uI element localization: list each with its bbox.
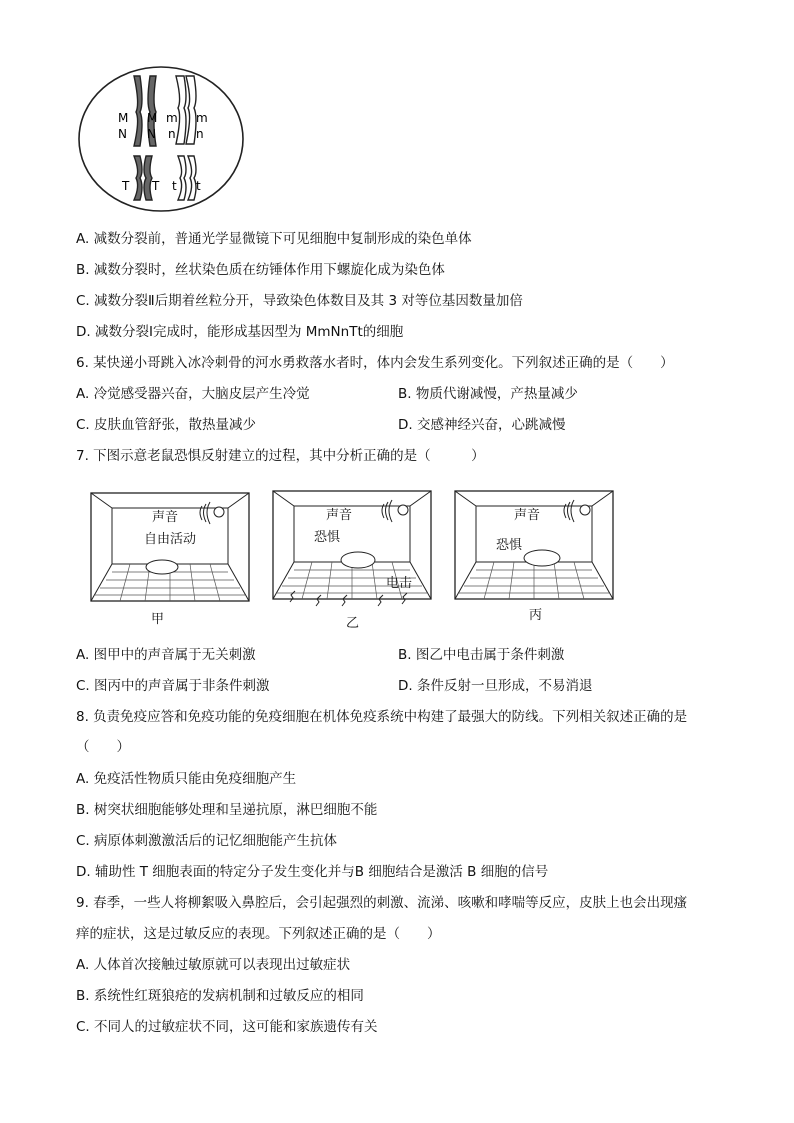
panel-yi	[272, 490, 432, 612]
label-N2: N	[147, 127, 156, 141]
q8-option-b: B. 树突状细胞能够处理和呈递抗原，淋巴细胞不能	[76, 802, 378, 818]
panel-jia	[90, 492, 250, 604]
panel-jia-sound: 声音	[152, 510, 179, 525]
label-T2: T	[152, 179, 160, 193]
label-t1: t	[172, 179, 177, 193]
panel-yi-shock: 电击	[386, 576, 413, 591]
q6-option-c: C. 皮肤血管舒张，散热量减少	[76, 417, 257, 433]
q7-option-a: A. 图甲中的声音属于无关刺激	[76, 647, 256, 663]
panel-bing-state: 恐惧	[496, 538, 523, 553]
q7-stem: 7. 下图示意老鼠恐惧反射建立的过程，其中分析正确的是（ ）	[76, 448, 485, 464]
q9-stem-line2: 痒的症状，这是过敏反应的表现。下列叙述正确的是（ ）	[76, 926, 441, 942]
q8-option-d: D. 辅助性 T 细胞表面的特定分子发生变化并与B 细胞结合是激活 B 细胞的信号	[76, 864, 549, 880]
panel-bing	[454, 490, 614, 602]
label-n1: n	[168, 127, 176, 141]
panel-yi-sound: 声音	[326, 508, 353, 523]
q6-option-a: A. 冷觉感受器兴奋，大脑皮层产生冷觉	[76, 386, 310, 402]
q8-option-a: A. 免疫活性物质只能由免疫细胞产生	[76, 771, 297, 787]
panel-jia-caption: 甲	[151, 612, 165, 627]
q7-option-b: B. 图乙中电击属于条件刺激	[398, 647, 565, 663]
q7-option-c: C. 图丙中的声音属于非条件刺激	[76, 678, 270, 694]
label-m2: m	[196, 111, 208, 125]
label-t2: t	[196, 179, 201, 193]
q8-stem-line1: 8. 负责免疫应答和免疫功能的免疫细胞在机体免疫系统中构建了最强大的防线。下列相关叙述正确的是	[76, 709, 688, 725]
q8-stem-line2: （ ）	[76, 739, 130, 755]
q9-option-b: B. 系统性红斑狼疮的发病机制和过敏反应的相同	[76, 988, 364, 1004]
panel-yi-state: 恐惧	[314, 530, 341, 545]
chromosome-figure	[76, 64, 246, 214]
q9-stem-line1: 9. 春季，一些人将柳絮吸入鼻腔后，会引起强烈的刺激、流涕、咳嗽和哮喘等反应，皮肤上也会出现瘙	[76, 895, 688, 911]
label-M: M	[118, 111, 129, 125]
q6-option-d: D. 交感神经兴奋，心跳减慢	[398, 417, 566, 433]
q5-option-d: D. 减数分裂Ⅰ完成时，能形成基因型为 MmNnTt的细胞	[76, 324, 404, 340]
panel-bing-sound: 声音	[514, 508, 541, 523]
panel-yi-caption: 乙	[346, 616, 360, 631]
q5-option-b: B. 减数分裂时，丝状染色质在纺锤体作用下螺旋化成为染色体	[76, 262, 445, 278]
label-N: N	[118, 127, 127, 141]
q9-option-c: C. 不同人的过敏症状不同，这可能和家族遗传有关	[76, 1019, 378, 1035]
q8-option-c: C. 病原体刺激激活后的记忆细胞能产生抗体	[76, 833, 338, 849]
q6-option-b: B. 物质代谢减慢，产热量减少	[398, 386, 578, 402]
label-m1: m	[166, 111, 178, 125]
panel-jia-state: 自由活动	[144, 532, 197, 547]
q9-option-a: A. 人体首次接触过敏原就可以表现出过敏症状	[76, 957, 351, 973]
q5-option-a: A. 减数分裂前，普通光学显微镜下可见细胞中复制形成的染色单体	[76, 231, 472, 247]
q5-option-c: C. 减数分裂Ⅱ后期着丝粒分开，导致染色体数目及其 3 对等位基因数量加倍	[76, 293, 523, 309]
label-n2: n	[196, 127, 204, 141]
label-M2: M	[147, 111, 158, 125]
label-T1: T	[122, 179, 130, 193]
panel-bing-caption: 丙	[529, 608, 543, 623]
q6-stem: 6. 某快递小哥跳入冰冷刺骨的河水勇救落水者时，体内会发生系列变化。下列叙述正确的是（ ）	[76, 355, 674, 371]
q7-option-d: D. 条件反射一旦形成，不易消退	[398, 678, 593, 694]
